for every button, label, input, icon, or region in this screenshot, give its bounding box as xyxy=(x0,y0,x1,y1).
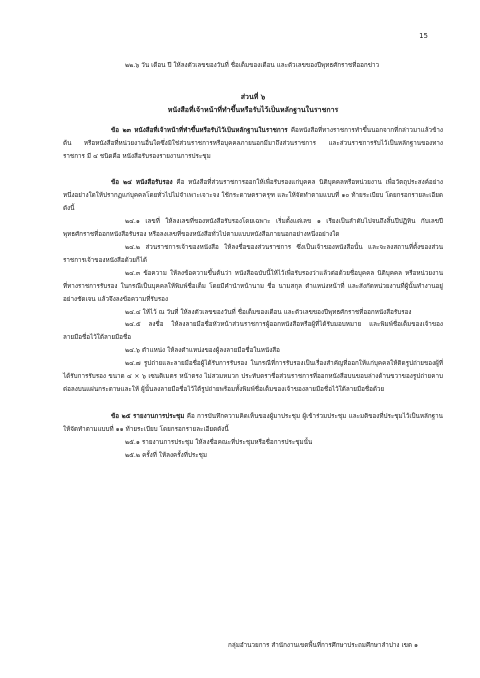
paragraph-24-7: ๒๔.๗ รูปถ่ายและลายมือชื่อผู้ได้รับการรับรอง ในกรณีที่การรับรองเป็นเรื่องสำคัญที่ออกให้แก่บุคคลให้ติดรูปถ่ายของผู้ที่ได้รับการรับรอง ขนาด ๔ × ๖ เซนติเมตร หน้าตรง ไม่สวมหมวก ประทับตราชื่อส่วนราชการที่ออกหนังสือบนขอบล่างด้านขวาของรูปถ่ายคาบต่อลงบนแผ่นกระดาษและให้ ผู้นั้นลงลายมือชื่อไว้ใต้รูปถ่ายพร้อมทั้งพิมพ์ชื่อเต็มของเจ้าของลายมือชื่อไว้ใต้ลายมือชื่อด้วย xyxy=(63,360,443,393)
paragraph-24-6: ๒๔.๖ ตำแหน่ง ให้ลงตำแหน่งของผู้ลงลายมือชื่อในหนังสือ xyxy=(125,347,280,355)
paragraph-22-6: ๒๒.๖ วัน เดือน ปี ให้ลงตัวเลขของวันที่ ชื่อเต็มของเดือน และตัวเลขของปีพุทธศักราชที่ออกข่าว xyxy=(125,62,380,69)
page-footer: กลุ่มอำนวยการ สำนักงานเขตพื้นที่การศึกษาประถมศึกษาลำปาง เขต ๑ xyxy=(228,642,418,649)
paragraph-24-3: ๒๔.๓ ข้อความ ให้ลงข้อความขึ้นต้นว่า หนังสือฉบับนี้ให้ไว้เพื่อรับรองว่าแล้วต่อด้วยชื่อบุคคล นิติบุคคล หรือหน่วยงานที่ทางราชการรับรอง ในกรณีเป็นบุคคลให้พิมพ์ชื่อเต็ม โดยมีคำนำหน้านาม ชื่อ นามสกุล ตำแหน่งหน้าที่ และสังกัดหน่วยงานที่ผู้นั้นทำงานอยู่อย่างชัดเจน แล้วจึงลงข้อความที่รับรอง xyxy=(63,269,443,303)
article-24 xyxy=(63,177,443,216)
paragraph-25-2: ๒๕.๒ ครั้งที่ ให้ลงครั้งที่ประชุม xyxy=(125,451,208,459)
section-label: ส่วนที่ ๖ xyxy=(240,92,266,101)
article-23-body: คือหนังสือที่ทางราชการทำขึ้นนอกจากที่กล่าวมาแล้วข้างต้น หรือหนังสือที่หน่วยงานอื่นใดซึ่งมิใช่ส่วนราชการหรือบุคคลภายนอกมีมาถึงส่วนราชการ และส่วนราชการรับไว้เป็นหลักฐานของทางราชการ มี ๔ ชนิดคือ หนังสือรับรองรายงานการประชุม xyxy=(63,126,443,160)
page-number: 15 xyxy=(419,32,428,40)
paragraph-24-2: ๒๔.๒ ส่วนราชการเจ้าของหนังสือ ให้ลงชื่อของส่วนราชการ ซึ่งเป็นเจ้าของหนังสือนั้น และจะลงสถานที่ตั้งของส่วนราชการเจ้าของหนังสือด้วยก็ได้ xyxy=(63,243,443,264)
article-24-heading: ข้อ ๒๔ หนังสือรับรอง xyxy=(111,179,173,187)
article-23-heading: ข้อ ๒๓ หนังสือที่เจ้าหน้าที่ทำขึ้นหรือรับไว้เป็นหลักฐานในราชการ xyxy=(111,126,288,134)
article-23 xyxy=(63,125,443,164)
paragraph-25-1: ๒๕.๑ รายงานการประชุม ให้ลงชื่อคณะที่ประชุมหรือชื่อการประชุมนั้น xyxy=(125,438,313,446)
paragraph-24-5: ๒๔.๕ ลงชื่อ ให้ลงลายมือชื่อหัวหน้าส่วนราชการผู้ออกหนังสือหรือผู้ที่ได้รับมอบหมาย และพิมพ์ชื่อเต็มของเจ้าของลายมือชื่อไว้ใต้ลายมือชื่อ xyxy=(63,321,443,342)
page-content xyxy=(63,60,443,462)
paragraph-24-1: ๒๔.๑ เลขที่ ให้ลงเลขที่ของหนังสือรับรองโดยเฉพาะ เริ่มตั้งแต่เลข ๑ เรียงเป็นลำดับไปจนถึงสิ้นปีปฏิทิน กับเลขปีพุทธศักราชที่ออกหนังสือรับรอง หรือลงเลขที่ของหนังสือทั่วไปตามแบบหนังสือภายนอกอย่างหนึ่งอย่างใด xyxy=(63,218,443,239)
section-title: หนังสือที่เจ้าหน้าที่ทำขึ้นหรือรับไว้เป็นหลักฐานในราชการ xyxy=(167,105,339,114)
article-25-body: คือ การบันทึกความคิดเห็นของผู้มาประชุม ผู้เข้าร่วมประชุม และมติของที่ประชุมไว้เป็นหลักฐาน ให้จัดทำตามแบบที่ ๑๑ ท้ายระเบียบ โดยกรอกรายละเอียดดังนี้ xyxy=(63,412,443,433)
article-24-body: คือ หนังสือที่ส่วนราชการออกให้เพื่อรับรองแก่บุคคล นิติบุคคลหรือหน่วยงาน เพื่อวัตถุประสงค์อย่างหนึ่งอย่างใดให้ปรากฏแก่บุคคลโดยทั่วไปไม่จำเพาะเจาะจง ใช้กระดาษตราครุฑ และให้จัดทำตามแบบที่ ๑๐ ท้ายระเบียบ โดยกรอกรายละเอียดดังนี้ xyxy=(63,179,443,213)
article-25-heading: ข้อ ๒๕ รายงานการประชุม xyxy=(111,412,185,420)
paragraph-24-4: ๒๔.๔ ให้ไว้ ณ วันที่ ให้ลงตัวเลขของวันที่ ชื่อเต็มของเดือน และตัวเลขของปีพุทธศักราชที่ออกหนังสือรับรอง xyxy=(125,308,412,316)
article-25 xyxy=(63,411,443,437)
